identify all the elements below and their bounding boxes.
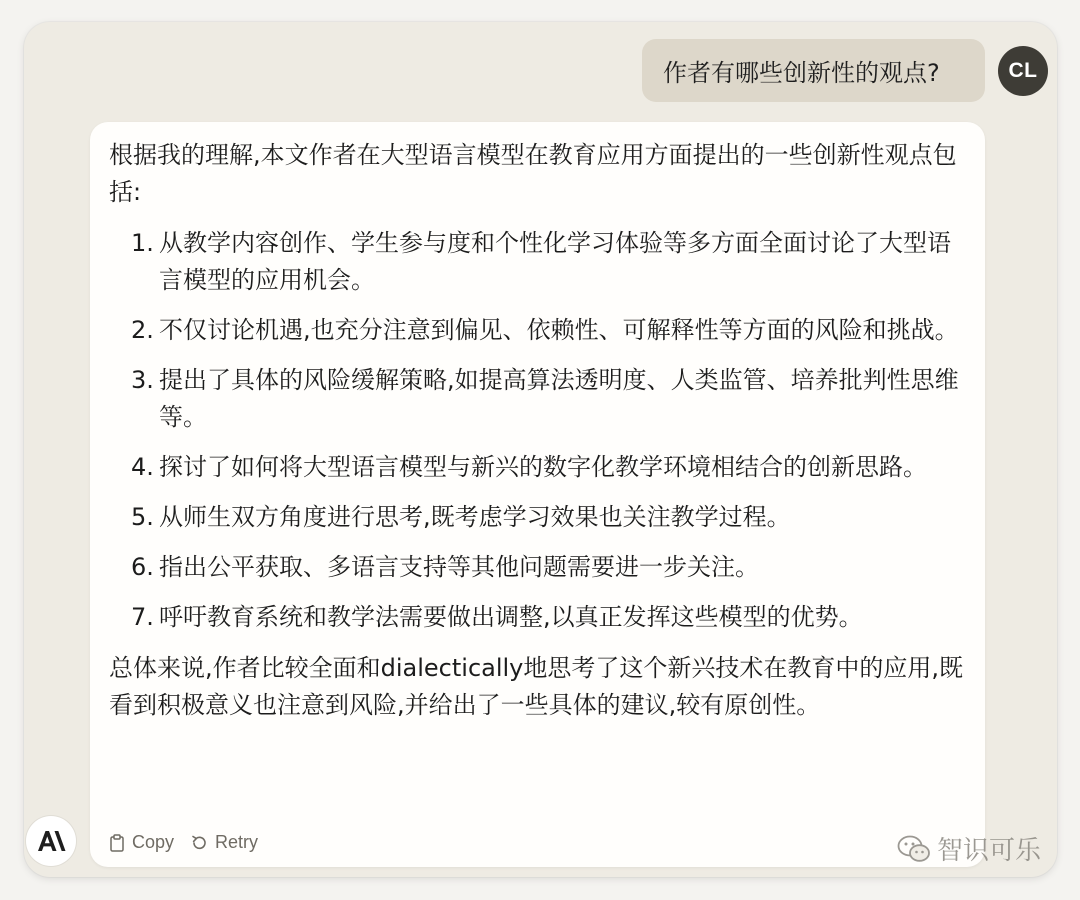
retry-arrow-icon: [190, 834, 208, 852]
list-item-text: 从师生双方角度进行思考,既考虑学习效果也关注教学过程。: [159, 503, 791, 531]
reply-points-list: [109, 225, 969, 636]
watermark: [897, 830, 1041, 867]
copy-label: Copy: [132, 832, 175, 852]
list-item-number: 1.: [131, 229, 154, 257]
list-item: [109, 599, 969, 636]
user-message-text: 作者有哪些创新性的观点?: [663, 59, 940, 87]
list-item-number: 5.: [131, 503, 154, 531]
list-item-number: 6.: [131, 553, 154, 581]
list-item-text: 从教学内容创作、学生参与度和个性化学习体验等多方面全面讨论了大型语言模型的应用机会。: [159, 229, 951, 294]
list-item: [109, 225, 969, 299]
reply-intro: 根据我的理解,本文作者在大型语言模型在教育应用方面提出的一些创新性观点包括:: [109, 141, 957, 206]
list-item-text: 探讨了如何将大型语言模型与新兴的数字化教学环境相结合的创新思路。: [159, 453, 927, 481]
wechat-icon: [897, 835, 931, 863]
copy-button[interactable]: [109, 824, 174, 861]
list-item: [109, 499, 969, 536]
retry-button[interactable]: [190, 824, 258, 861]
list-item-text: 呼吁教育系统和教学法需要做出调整,以真正发挥这些模型的优势。: [159, 603, 863, 631]
list-item-text: 不仅讨论机遇,也充分注意到偏见、依赖性、可解释性等方面的风险和挑战。: [159, 316, 959, 344]
assistant-reply-card: [90, 122, 985, 867]
user-message-bubble: [642, 39, 985, 102]
list-item: [109, 449, 969, 486]
retry-label: Retry: [215, 832, 259, 852]
anthropic-logo: [26, 816, 76, 866]
user-avatar[interactable]: [998, 46, 1048, 96]
list-item: [109, 362, 969, 436]
list-item-number: 7.: [131, 603, 154, 631]
list-item-number: 3.: [131, 366, 154, 394]
clipboard-icon: [109, 834, 125, 852]
list-item-number: 2.: [131, 316, 154, 344]
list-item-number: 4.: [131, 453, 154, 481]
watermark-text: 智识可乐: [937, 836, 1042, 866]
user-avatar-initials: CL: [1008, 59, 1038, 82]
list-item-text: 提出了具体的风险缓解策略,如提高算法透明度、人类监管、培养批判性思维等。: [159, 366, 959, 431]
list-item: [109, 549, 969, 586]
reply-actions: [109, 824, 258, 861]
reply-conclusion: 总体来说,作者比较全面和dialectically地思考了这个新兴技术在教育中的应用,既看到积极意义也注意到风险,并给出了一些具体的建议,较有原创性。: [109, 654, 964, 719]
list-item: [109, 312, 969, 349]
chat-window: [24, 22, 1057, 877]
list-item-text: 指出公平获取、多语言支持等其他问题需要进一步关注。: [159, 553, 759, 581]
anthropic-logo-icon: [36, 830, 66, 852]
